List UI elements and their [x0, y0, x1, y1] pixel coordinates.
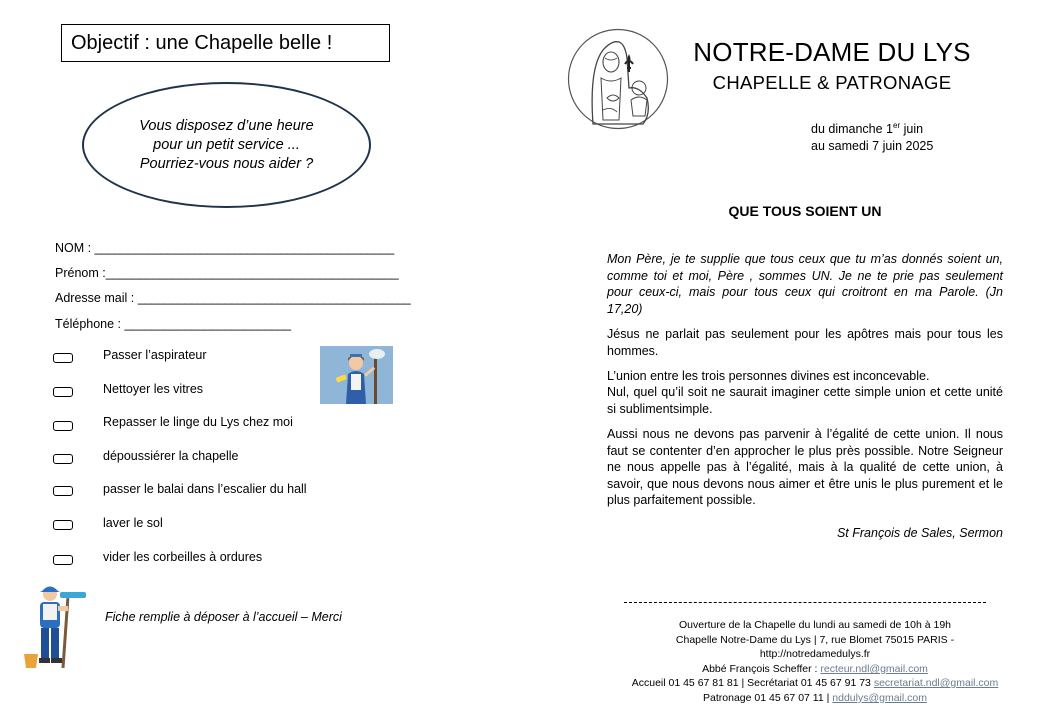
email-label: Adresse mail : — [55, 291, 135, 305]
reflection-heading: QUE TOUS SOIENT UN — [728, 203, 882, 219]
abbe-email-link[interactable]: recteur.ndl@gmail.com — [820, 663, 928, 675]
prenom-field[interactable] — [55, 266, 398, 280]
task-checkbox-vitres[interactable] — [53, 387, 73, 397]
email-blank[interactable]: _________________________________________ — [137, 291, 411, 305]
task-label-sol: laver le sol — [103, 516, 163, 530]
chapel-subtitle: CHAPELLE & PATRONAGE — [712, 72, 952, 93]
nom-blank[interactable]: _____________________________________________ — [94, 241, 394, 255]
nom-label: NOM : — [55, 241, 92, 255]
date-line-2: au samedi 7 juin 2025 — [811, 138, 934, 153]
task-checkbox-depoussierer[interactable] — [53, 454, 73, 464]
telephone-label: Téléphone : — [55, 317, 122, 331]
task-label-linge: Repasser le linge du Lys chez moi — [103, 415, 293, 429]
footer-address: Chapelle Notre-Dame du Lys | 7, rue Blomet 75015 PARIS - — [675, 634, 955, 646]
paragraph-imaginer: Nul, quel qu’il soit ne saurait imaginer cette simple union et cette unité si sublimentsimple. — [607, 385, 1003, 416]
notre-dame-logo — [567, 28, 669, 130]
task-checkbox-sol[interactable] — [53, 520, 73, 530]
patronage-email-link[interactable]: nddulys@gmail.com — [832, 692, 927, 704]
task-checkbox-corbeilles[interactable] — [53, 555, 73, 565]
form-footnote: Fiche remplie à déposer à l’accueil – Merci — [105, 610, 342, 624]
task-label-corbeilles: vider les corbeilles à ordures — [103, 550, 263, 564]
goal-title: Objectif : une Chapelle belle ! — [61, 24, 390, 62]
cleaning-woman-illustration — [320, 346, 393, 404]
footer-divider — [624, 602, 986, 603]
invitation-line-2: pour un petit service ... — [153, 137, 300, 153]
email-field[interactable] — [55, 291, 410, 305]
telephone-blank[interactable]: _________________________ — [124, 317, 291, 331]
footer-abbe: Abbé François Scheffer : recteur.ndl@gmail.com — [702, 663, 928, 675]
task-checkbox-linge[interactable] — [53, 421, 73, 431]
prenom-label: Prénom : — [55, 266, 106, 280]
footer-patronage: Patronage 01 45 67 07 11 | nddulys@gmail.com — [703, 692, 927, 704]
task-label-vitres: Nettoyer les vitres — [103, 382, 204, 396]
date-range — [811, 118, 933, 154]
task-label-aspirateur: Passer l’aspirateur — [103, 348, 207, 362]
footer-opening-hours: Ouverture de la Chapelle du lundi au samedi de 10h à 19h — [678, 619, 952, 631]
quote-signature: St François de Sales, Sermon — [836, 526, 1003, 540]
task-label-balai: passer le balai dans l’escalier du hall — [103, 482, 307, 496]
paragraph-union: L’union entre les trois personnes divines est inconcevable. — [607, 369, 930, 383]
secretariat-email-link[interactable]: secretariat.ndl@gmail.com — [873, 677, 999, 689]
telephone-field[interactable] — [55, 317, 291, 331]
scripture-quote: Mon Père, je te supplie que tous ceux que tu m’as donnés soient un, comme toi et moi, Père , sommes UN. Je ne te prie pas seulement pour ceux-ci, mais pour tous ceux qui croitront en ma Parole. (Jn 17,20) — [607, 252, 1003, 316]
footer-contacts: Accueil 01 45 67 81 81 | Secrétariat 01 45 67 91 73 secretariat.ndl@gmail.com — [631, 677, 999, 689]
footer-website[interactable]: http://notredamedulys.fr — [759, 648, 871, 660]
task-label-depoussierer: dépoussiérer la chapelle — [103, 449, 239, 463]
invitation-text — [82, 117, 371, 174]
invitation-line-1: Vous disposez d’une heure — [139, 118, 314, 134]
invitation-line-3: Pourriez-vous nous aider ? — [139, 156, 314, 172]
janitor-illustration — [24, 582, 90, 668]
chapel-title: NOTRE-DAME DU LYS — [693, 37, 971, 67]
paragraph-egalite: Aussi nous ne devons pas parvenir à l’égalité de cette union. Il nous faut se contenter d’en approcher le plus près possible. Notre Seigneur ne nous appelle pas à l’égalité, mais à la qualité de cette union, à savoir, que nous devons nous aimer et être unis le plus purement et le plus parfaitement possible. — [607, 427, 1003, 507]
prenom-blank[interactable]: ____________________________________________ — [105, 266, 399, 280]
paragraph-jesus: Jésus ne parlait pas seulement pour les apôtres mais pour tous les hommes. — [607, 327, 1003, 358]
task-checkbox-balai[interactable] — [53, 486, 73, 496]
date-line-1: du dimanche 1er juin — [811, 121, 924, 137]
nom-field[interactable] — [55, 241, 394, 255]
task-checkbox-aspirateur[interactable] — [53, 353, 73, 363]
